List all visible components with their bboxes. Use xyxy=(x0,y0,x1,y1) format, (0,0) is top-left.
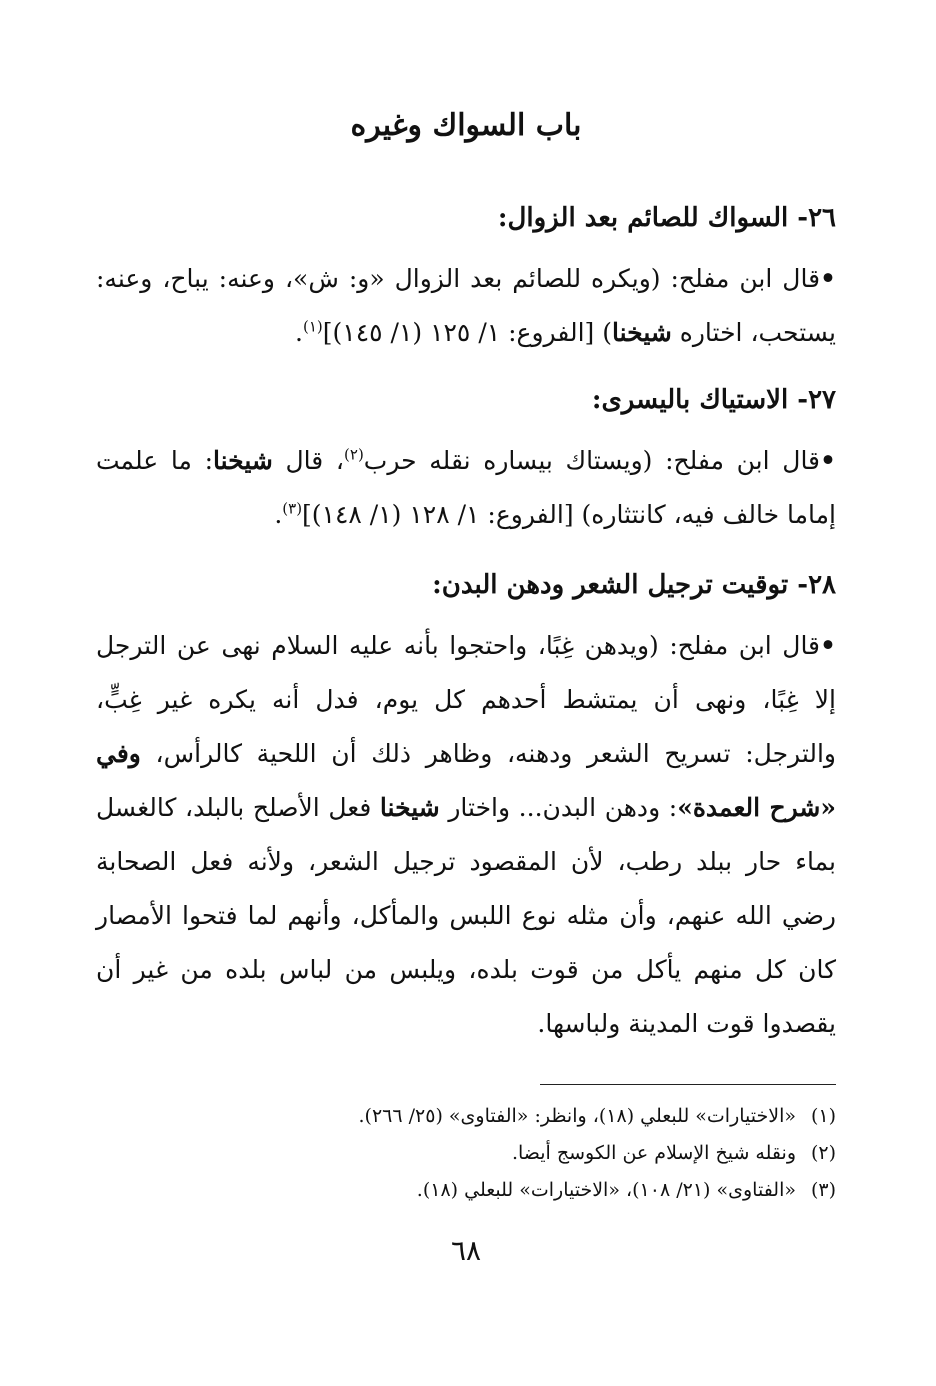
footnote-item xyxy=(96,1172,836,1209)
footnote-ref[interactable]: (٢) xyxy=(344,445,364,464)
section-27 xyxy=(96,380,836,542)
chapter-title: باب السواك وغيره xyxy=(350,108,582,143)
footnote-divider xyxy=(540,1084,836,1085)
section-paragraph xyxy=(96,252,836,360)
section-heading: ٢٦- السواك للصائم بعد الزوال: xyxy=(497,203,836,233)
footnote-text: ونقله شيخ الإسلام عن الكوسج أيضا. xyxy=(511,1142,796,1164)
section-heading: ٢٨- توقيت ترجيل الشعر ودهن البدن: xyxy=(432,570,836,600)
text-run: : ودهن البدن... واختار xyxy=(439,793,678,822)
footnote-number: (٣) xyxy=(810,1179,836,1201)
text-run: فعل الأصلح بالبلد، كالغسل بماء حار ببلد رطب، لأن المقصود ترجيل الشعر، ولأنه فعل الصحابة رضي الله عنهم، وأن مثله نوع اللبس والمأكل، وأنهم لما فتحوا الأمصار كان كل منهم يأكل من قوت بلده، ويلبس من لباس بلده من غير أن يقصدوا قوت المدينة ولباسها. xyxy=(96,793,836,1038)
text-run-bold: شيخنا xyxy=(213,446,273,475)
text-run-bold: وفي «شرح العمدة» xyxy=(96,739,836,822)
text-run-bold: شيخنا xyxy=(612,318,672,347)
text-run: . xyxy=(295,318,303,347)
section-28 xyxy=(96,565,836,1051)
text-run: قال ابن مفلح: (ويكره للصائم بعد الزوال «و: ش»، وعنه: يباح، وعنه: يستحب، اختاره xyxy=(96,264,836,347)
footnote-item xyxy=(96,1098,836,1135)
text-run: قال ابن مفلح: (ويستاك بيساره نقله حرب xyxy=(363,446,821,475)
text-run: ) [الفروع: ١/ ١٢٥ (١/ ١٤٥)] xyxy=(322,318,613,347)
bullet-icon: • xyxy=(820,264,836,293)
footnote-ref[interactable]: (١) xyxy=(302,317,323,336)
text-run-bold: شيخنا xyxy=(379,793,440,822)
section-heading: ٢٧- الاستياك باليسرى: xyxy=(591,385,836,415)
footnote-ref[interactable]: (٣) xyxy=(282,499,303,518)
bullet-icon: • xyxy=(820,446,836,475)
text-run: . xyxy=(274,500,283,529)
footnote-text: «الاختيارات» للبعلي (١٨)، وانظر: «الفتاوى» (٢٥/ ٢٦٦). xyxy=(358,1105,796,1127)
text-run: قال ابن مفلح: (ويدهن غِبًا، واحتجوا بأنه عليه السلام نهى عن الترجل إلا غِبًا، ونهى أن يمتشط أحدهم كل يوم، فدل أنه يكره غير غِبٍّ، والترجل: تسريح الشعر ودهنه، وظاهر ذلك أن اللحية كالرأس، xyxy=(96,631,836,768)
bullet-icon: • xyxy=(820,631,836,660)
section-paragraph xyxy=(96,434,836,542)
section-26 xyxy=(96,198,836,360)
footnote-item xyxy=(96,1135,836,1172)
text-run: ، قال xyxy=(272,446,345,475)
book-page xyxy=(96,0,836,1386)
footnote-number: (١) xyxy=(810,1105,836,1127)
footnote-text: «الفتاوى» (٢١/ ١٠٨)، «الاختيارات» للبعلي (١٨). xyxy=(416,1179,796,1201)
page-number: ٦٨ xyxy=(450,1234,482,1267)
section-paragraph xyxy=(96,619,836,1051)
footnotes xyxy=(96,1098,836,1209)
text-run: : ما علمت إماما خالف فيه، كانتثاره) [الفروع: ١/ ١٢٨ (١/ ١٤٨)] xyxy=(96,446,836,529)
footnote-number: (٢) xyxy=(810,1142,836,1164)
